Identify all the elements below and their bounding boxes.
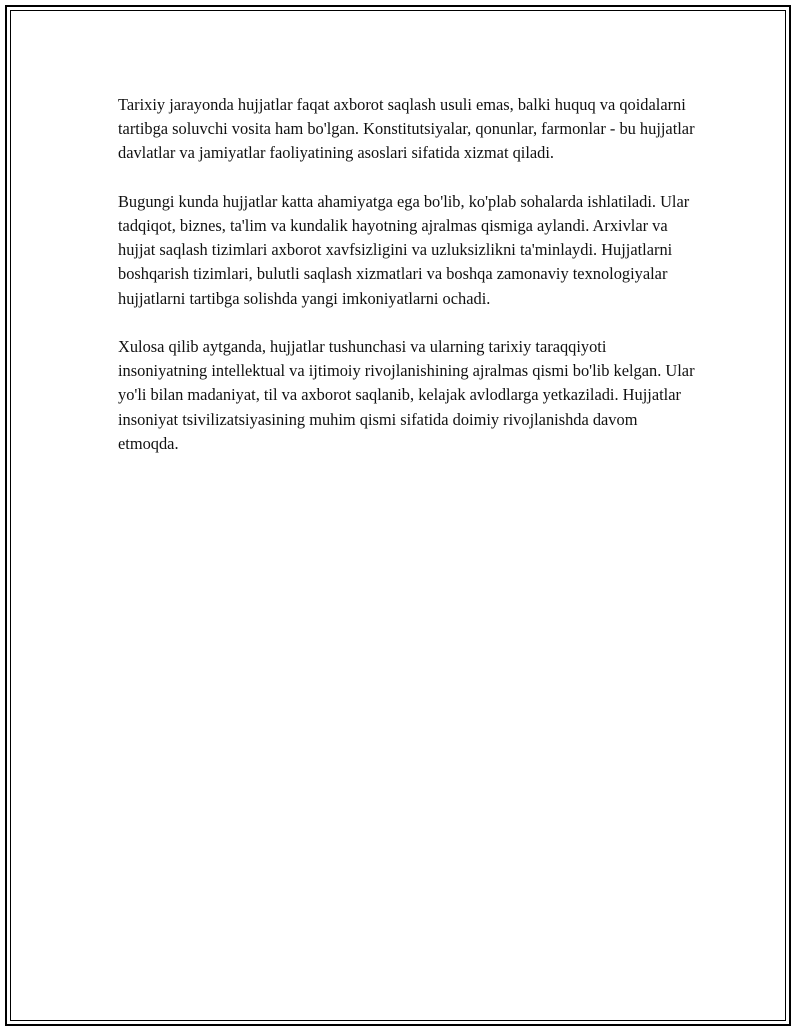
paragraph-2: Bugungi kunda hujjatlar katta ahamiyatga ega bo'lib, ko'plab sohalarda ishlatiladi. Ular tadqiqot, biznes, ta'lim va kundalik hayotning ajralmas qismiga aylandi. Arxivlar va hujjat saqlash tizimlari axborot xavfsizligini va uzluksizlikni ta'minlaydi. Hujjatlarni boshqarish tizimlari, bulutli saqlash xizmatlari va boshqa zamonaviy texnologiyalar hujjatlarni tartibga solishda yangi imkoniyatlarni ochadi. — [118, 191, 690, 308]
paragraph-3: Xulosa qilib aytganda, hujjatlar tushunchasi va ularning tarixiy taraqqiyoti insoniyatning intellektual va ijtimoiy rivojlanishining ajralmas qismi bo'lib kelgan. Ular yo'li bilan madaniyat, til va axborot saqlanib, kelajak avlodlarga yetkaziladi. Hujjatlar insoniyat tsivilizatsiyasining muhim qismi sifatida doimiy rivojlanishda davom etmoqda. — [118, 337, 695, 453]
paragraph-1: Tarixiy jarayonda hujjatlar faqat axborot saqlash usuli emas, balki huquq va qoidalarni tartibga soluvchi vosita ham bo'lgan. Konstitutsiyalar, qonunlar, farmonlar - bu hujjatlar davlatlar va jamiyatlar faoliyatining asoslari sifatida xizmat qiladi. — [118, 95, 695, 163]
document-body — [118, 93, 698, 480]
